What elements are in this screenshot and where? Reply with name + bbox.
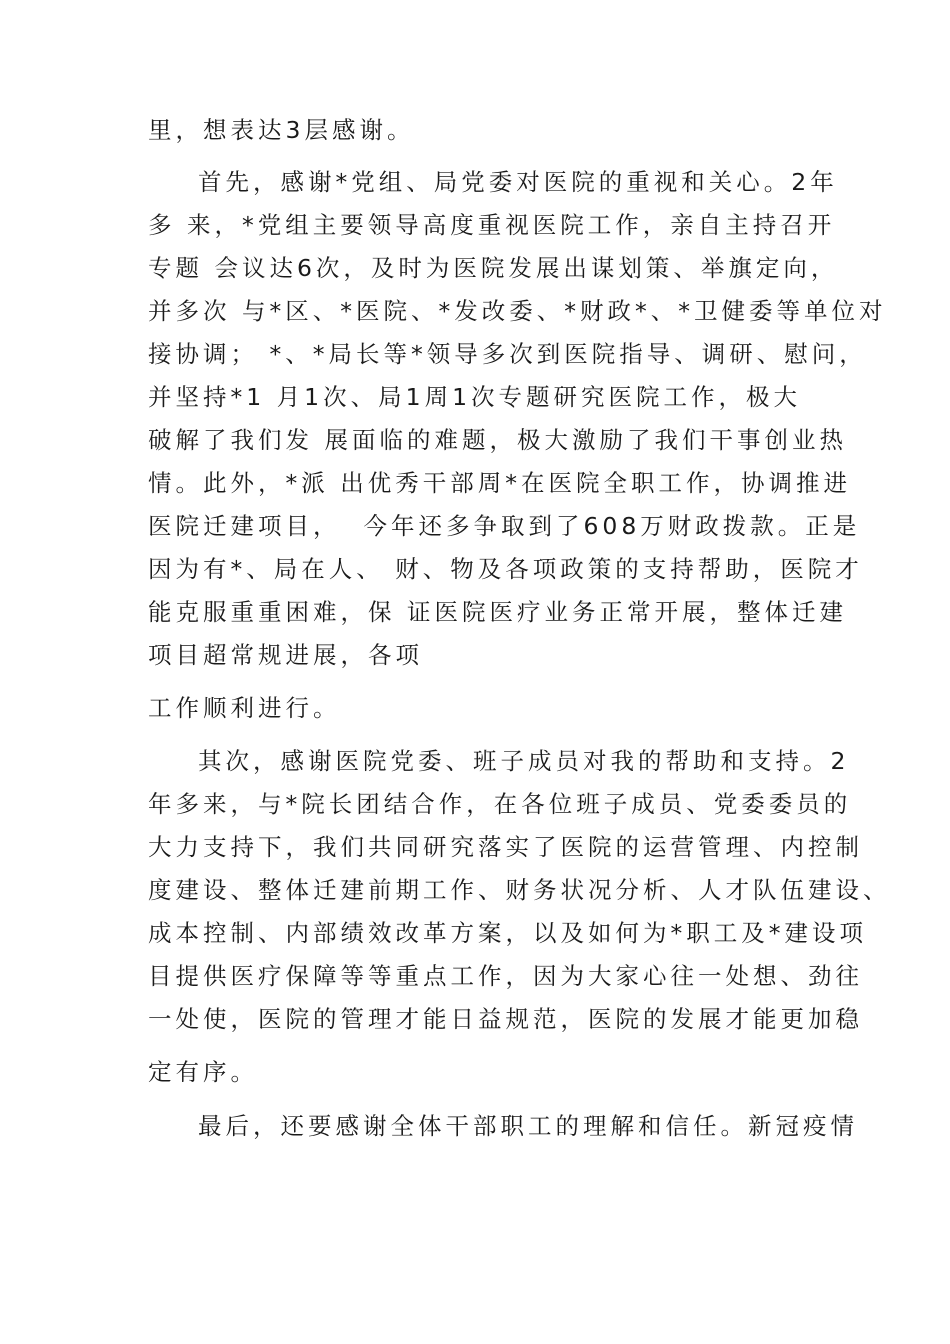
text-line: 大力支持下，我们共同研究落实了医院的运营管理、内控制 xyxy=(148,833,863,861)
text-line: 情。此外，*派 出优秀干部周*在医院全职工作，协调推进 xyxy=(148,469,851,497)
text-line: 成本控制、内部绩效改革方案，以及如何为*职工及*建设项 xyxy=(148,919,867,947)
paragraph-first-line: 最后，还要感谢全体干部职工的理解和信任。新冠疫情 xyxy=(198,1112,858,1140)
text-line: 一处使，医院的管理才能日益规范，医院的发展才能更加稳 xyxy=(148,1005,863,1033)
text-line: 度建设、整体迁建前期工作、财务状况分析、人才队伍建设、 xyxy=(148,876,891,904)
paragraph-first-line: 其次，感谢医院党委、班子成员对我的帮助和支持。2 xyxy=(198,747,850,775)
text-line: 多 来，*党组主要领导高度重视医院工作，亲自主持召开 xyxy=(148,211,836,239)
text-line: 项目超常规进展，各项 xyxy=(148,641,423,669)
paragraph-first-line: 首先，感谢*党组、局党委对医院的重视和关心。2年 xyxy=(198,168,838,196)
text-line: 目提供医疗保障等等重点工作，因为大家心往一处想、劲往 xyxy=(148,962,863,990)
text-line: 定有序。 xyxy=(148,1058,258,1086)
text-line: 工作顺利进行。 xyxy=(148,694,341,722)
text-line: 专题 会议达6次，及时为医院发展出谋划策、举旗定向， xyxy=(148,254,839,282)
text-line: 医院迁建项目， 今年还多争取到了608万财政拨款。正是 xyxy=(148,512,861,540)
text-line: 并坚持*1 月1次、局1周1次专题研究医院工作，极大 xyxy=(148,383,802,411)
text-line: 里，想表达3层感谢。 xyxy=(148,116,415,144)
text-line: 破解了我们发 展面临的难题，极大激励了我们干事创业热 xyxy=(148,426,847,454)
text-line: 并多次 与*区、*医院、*发改委、*财政*、*卫健委等单位对 xyxy=(148,297,887,325)
text-line: 接协调； *、*局长等*领导多次到医院指导、调研、慰问， xyxy=(148,340,867,368)
text-line: 因为有*、局在人、 财、物及各项政策的支持帮助，医院才 xyxy=(148,555,863,583)
text-line: 年多来，与*院长团结合作，在各位班子成员、党委委员的 xyxy=(148,790,852,818)
text-line: 能克服重重困难，保 证医院医疗业务正常开展，整体迁建 xyxy=(148,598,847,626)
